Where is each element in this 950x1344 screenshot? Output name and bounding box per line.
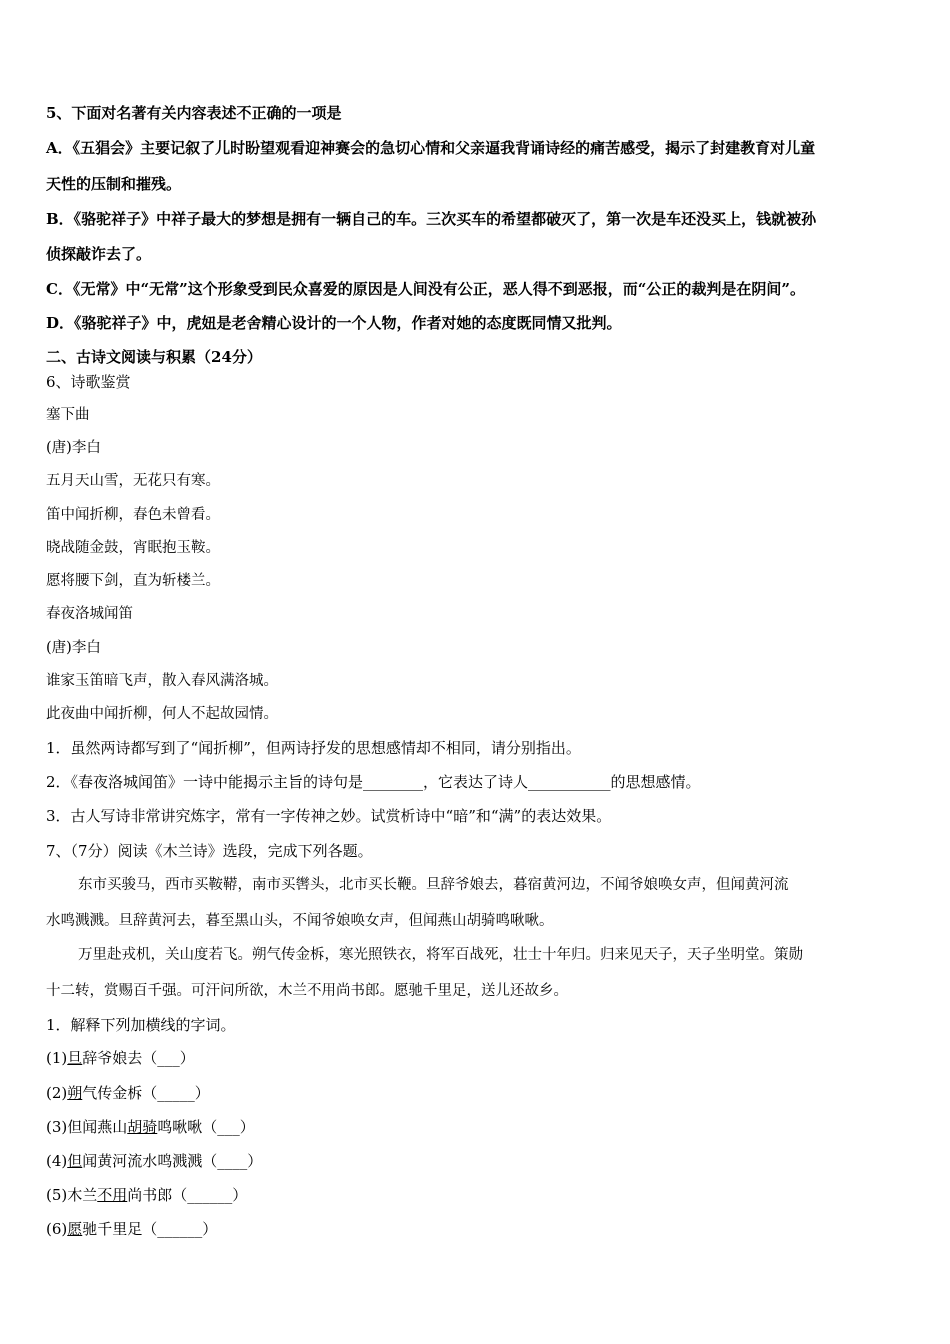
q7-item-2 [46, 1083, 210, 1103]
q7-subquestion-1: 1．解释下列加横线的字词。 [46, 1016, 236, 1034]
item-prefix: (5)木兰 [46, 1186, 98, 1204]
poem1-line3: 晓战随金鼓，宵眠抱玉鞍。 [46, 540, 220, 556]
item-prefix: (1) [46, 1049, 68, 1067]
q5-title: 5、下面对名著有关内容表述不正确的一项是 [46, 104, 342, 122]
underlined-word: 旦 [67, 1049, 83, 1067]
q7-item-6 [46, 1219, 217, 1239]
q7-item-3 [46, 1117, 255, 1137]
q7-item-5 [46, 1185, 247, 1205]
poem1-line2: 笛中闻折柳，春色未曾看。 [46, 507, 220, 523]
underlined-word: 朔 [67, 1084, 83, 1102]
q5-option-c: C．《无常》中“无常”这个形象受到民众喜爱的原因是人间没有公正，恶人得不到恶报，而“公正的裁判是在阴间”。 [46, 280, 805, 298]
q7-passage-p2-line2: 十二转，赏赐百千强。可汗问所欲，木兰不用尚书郎。愿驰千里足，送儿还故乡。 [46, 983, 568, 999]
underlined-word: 但 [67, 1152, 83, 1170]
q5-option-a-line1: A．《五猖会》主要记叙了儿时盼望观看迎神赛会的急切心情和父亲逼我背诵诗经的痛苦感受，揭示了封建教育对儿童 [46, 139, 816, 157]
q6-subquestion-1: 1．虽然两诗都写到了“闻折柳”，但两诗抒发的思想感情却不相同，请分别指出。 [46, 739, 581, 757]
poem2-title: 春夜洛城闻笛 [46, 606, 133, 622]
q5-option-b-line2: 侦探敲诈去了。 [46, 245, 152, 263]
item-suffix: 闻黄河流水鸣溅溅（____） [82, 1152, 263, 1170]
underlined-word: 不用 [97, 1186, 128, 1204]
item-suffix: 辞爷娘去（___） [82, 1049, 195, 1067]
q7-title: 7、（7分）阅读《木兰诗》选段，完成下列各题。 [46, 842, 373, 860]
poem1-author: (唐)李白 [46, 440, 101, 456]
q7-item-1 [46, 1048, 195, 1068]
q7-passage-p1-line1: 东市买骏马，西市买鞍鞯，南市买辔头，北市买长鞭。旦辞爷娘去，暮宿黄河边，不闻爷娘唤女声，但闻黄河流 [78, 877, 789, 893]
item-prefix: (6) [46, 1220, 68, 1238]
poem2-author: (唐)李白 [46, 640, 101, 656]
poem2-line1: 谁家玉笛暗飞声，散入春风满洛城。 [46, 673, 278, 689]
q6-subquestion-3: 3．古人写诗非常讲究炼字，常有一字传神之妙。试赏析诗中“暗”和“满”的表达效果。 [46, 807, 612, 825]
poem1-line4: 愿将腰下剑，直为斩楼兰。 [46, 573, 220, 589]
item-suffix: 驰千里足（______） [82, 1220, 218, 1238]
item-suffix: 尚书郎（______） [127, 1186, 248, 1204]
underlined-word: 愿 [67, 1220, 83, 1238]
item-prefix: (2) [46, 1084, 68, 1102]
q7-passage-p1-line2: 水鸣溅溅。旦辞黄河去，暮至黑山头，不闻爷娘唤女声，但闻燕山胡骑鸣啾啾。 [46, 913, 554, 929]
q5-option-a-line2: 天性的压制和摧残。 [46, 175, 182, 193]
poem2-line2: 此夜曲中闻折柳，何人不起故园情。 [46, 706, 278, 722]
poem1-title: 塞下曲 [46, 407, 90, 423]
item-prefix: (4) [46, 1152, 68, 1170]
q7-item-4 [46, 1151, 262, 1171]
q5-option-b-line1: B．《骆驼祥子》中祥子最大的梦想是拥有一辆自己的车。三次买车的希望都破灭了，第一次是车还没买上，钱就被孙 [46, 210, 817, 228]
item-prefix: (3)但闻燕山 [46, 1118, 128, 1136]
q6-title: 6、诗歌鉴赏 [46, 373, 131, 391]
underlined-word: 胡骑 [127, 1118, 158, 1136]
poem1-line1: 五月天山雪，无花只有寒。 [46, 473, 220, 489]
q5-option-d: D．《骆驼祥子》中，虎妞是老舍精心设计的一个人物，作者对她的态度既同情又批判。 [46, 314, 622, 332]
q6-subquestion-2: 2．《春夜洛城闻笛》一诗中能揭示主旨的诗句是________，它表达了诗人___________的思想感情。 [46, 773, 701, 791]
section-2-heading: 二、古诗文阅读与积累（24分） [46, 348, 262, 366]
q7-passage-p2-line1: 万里赴戎机，关山度若飞。朔气传金柝，寒光照铁衣，将军百战死，壮士十年归。归来见天子，天子坐明堂。策勋 [78, 947, 803, 963]
item-suffix: 气传金柝（_____） [82, 1084, 210, 1102]
item-suffix: 鸣啾啾（___） [157, 1118, 255, 1136]
